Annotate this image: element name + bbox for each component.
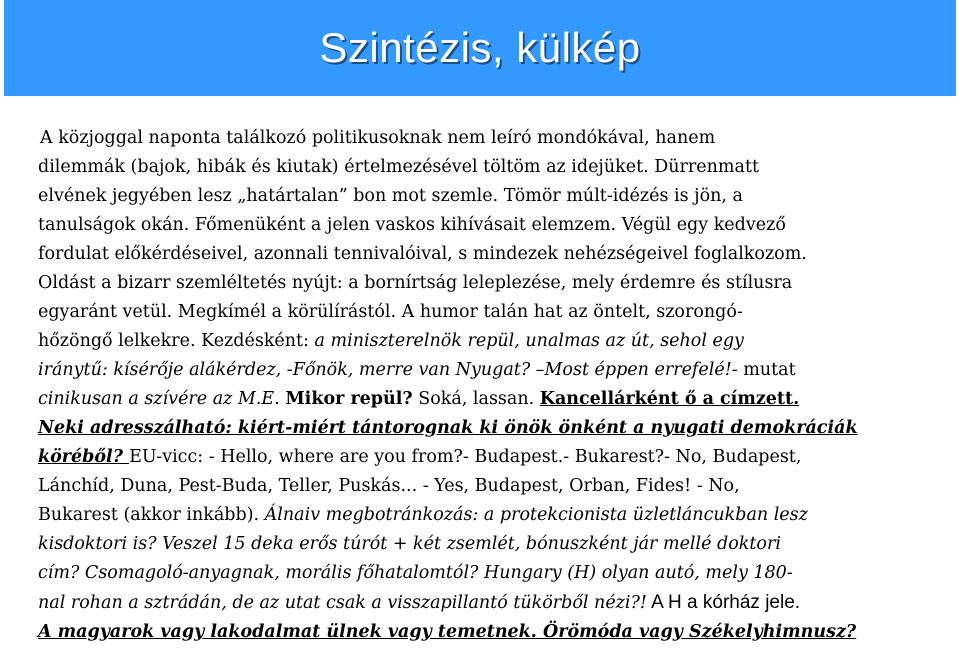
- body-line-13: Lánchíd, Duna, Pest-Buda, Teller, Puskás... - Yes, Budapest, Orban, Fides! - No,: [38, 476, 740, 496]
- bukarest-line: Bukarest (akkor inkább).: [38, 505, 265, 525]
- body-line-8: [38, 327, 922, 356]
- body-line-5: fordulat előkérdéseivel, azonnali tennivalóival, s mindezek nehézségeivel foglalkozom.: [38, 244, 807, 264]
- body-line-7: egyaránt vetül. Megkímél a körülírástól. A humor talán hat az öntelt, szorongó-: [38, 302, 743, 322]
- body-line-18-closing: A magyarok vagy lakodalmat ülnek vagy temetnek. Örömóda vagy Székelyhimnusz?: [38, 622, 857, 642]
- joke-dialogue: iránytű: kísérője alákérdez, -Főnök, merre van Nyugat? –Most éppen errefelé!: [38, 360, 732, 380]
- eu-joke: EU-vicc: - Hello, where are you from?- Budapest.- Bukarest?- No, Budapest,: [129, 447, 802, 467]
- body-line-3: elvének jegyében lesz „határtalan” bon mot szemle. Tömör múlt-idézés is jön, a: [38, 186, 743, 206]
- body-line-4: tanulságok okán. Főmenüként a jelen vaskos kihívásait elemzem. Végül egy kedvező: [38, 215, 786, 235]
- emphasis-end: köréből?: [38, 447, 130, 467]
- body-line-1: A közjoggal naponta találkozó politikusoknak nem leíró mondókával, hanem: [40, 128, 716, 148]
- naive-outrage: Álnaiv megbotránkozás: a protekcionista üzletláncukban lesz: [264, 505, 808, 525]
- body-line-15: kisdoktori is? Veszel 15 deka erős túrót + két zsemlét, bónuszként jár mellé doktori: [38, 534, 781, 554]
- body-line-16: cím? Csomagoló-anyagnak, morális főhatalomtól? Hungary (H) olyan autó, mely 180-: [38, 563, 793, 583]
- body-line-11-emphasis: Neki adresszálható: kiért-miért tántorognak ki önök önként a nyugati demokráciák: [38, 418, 858, 438]
- joke-intro: a miniszterelnök repül, unalmas az út, sehol egy: [314, 331, 744, 351]
- body-line-10: [38, 385, 922, 414]
- body-line-8-intro: hőzöngő lelkekre. Kezdésként:: [38, 331, 315, 351]
- joke-gesture: - mutat: [731, 360, 796, 380]
- hungary-car-joke: nal rohan a sztrádán, de az utat csak a visszapillantó tükörből nézi?!: [38, 593, 647, 613]
- body-line-14: [38, 501, 922, 530]
- slide-title: Szintézis, külkép: [319, 24, 641, 71]
- body-line-2: dilemmák (bajok, hibák és kiutak) értelmezésével töltöm az idejüket. Dürrenmatt: [38, 157, 760, 177]
- body-line-6: Oldást a bizarr szemléltetés nyújt: a bornírtság leleplezése, mely érdemre és stílusra: [38, 273, 793, 293]
- chancellor-addressee: Kancellárként ő a címzett.: [539, 389, 800, 409]
- slide-title-bar: [4, 0, 956, 96]
- joke-ending: cinikusan a szívére az M.E.: [38, 389, 286, 409]
- hospital-sign: A H a kórház jele.: [646, 592, 801, 613]
- body-line-12: [38, 443, 922, 472]
- answer-late-slow: Soká, lassan.: [412, 389, 540, 409]
- body-line-9: [38, 356, 922, 385]
- body-line-17: [38, 588, 922, 618]
- slide-body: [38, 124, 922, 647]
- question-when-flies: Mikor repül?: [285, 389, 413, 409]
